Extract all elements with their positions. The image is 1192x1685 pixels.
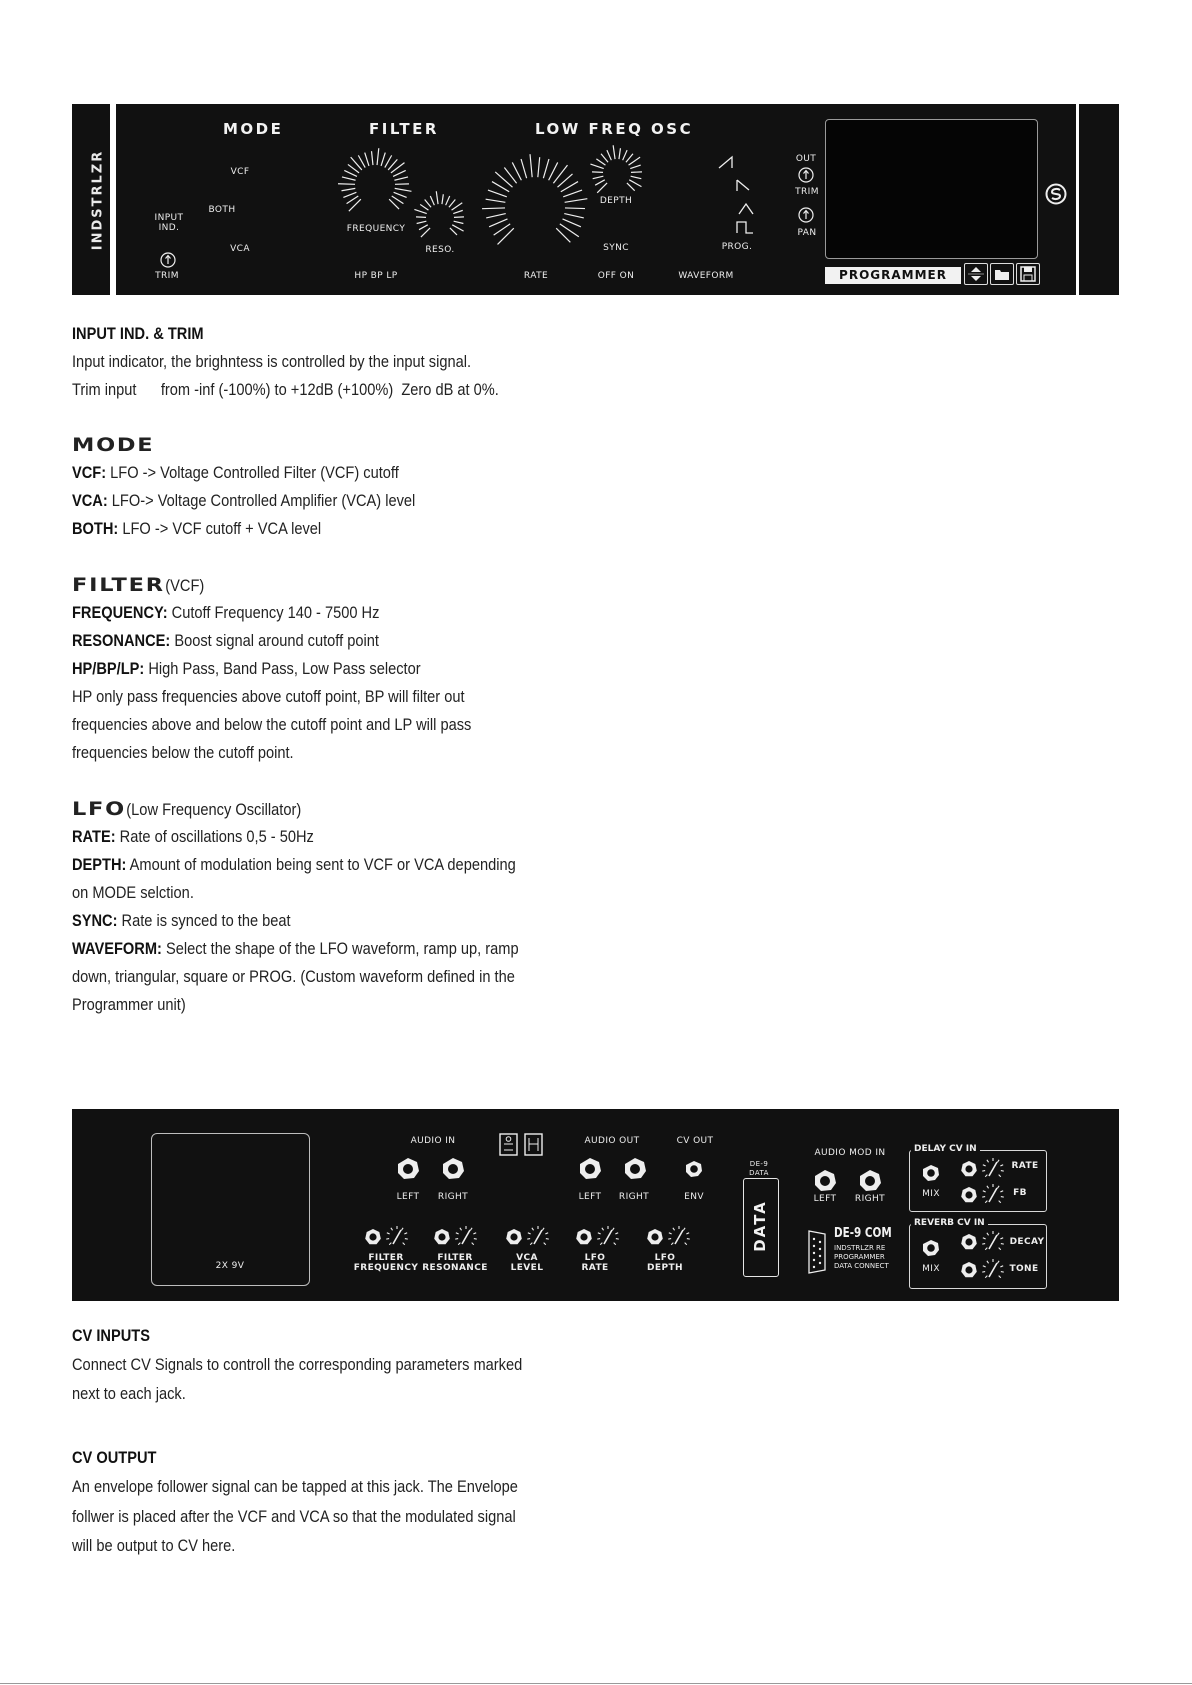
programmer-label: PROGRAMMER	[825, 267, 961, 284]
battery-label: 2X 9V	[215, 1261, 245, 1271]
cv-inputs-section	[72, 1322, 522, 1408]
save-icon[interactable]	[1016, 263, 1040, 285]
mode-vca-text: LFO-> Voltage Controlled Amplifier (VCA) level	[107, 491, 416, 510]
cv-vca-level-jack[interactable]	[502, 1222, 554, 1252]
right-rack-ear	[1079, 104, 1119, 295]
filter-extra-line: HP only pass frequencies above cutoff point, BP will filter out	[72, 687, 465, 706]
audio-out-left-label: LEFT	[578, 1192, 602, 1202]
cv-out-env-label: ENV	[684, 1192, 704, 1202]
input-trim-knob[interactable]	[159, 251, 177, 269]
input-trim-label: TRIM	[155, 271, 179, 281]
de9-data-label: DE-9 DATA	[749, 1160, 769, 1177]
brand-logo-icon	[1045, 183, 1067, 205]
lfo-sync-text: Rate is synced to the beat	[117, 911, 291, 930]
delay-mix-label: MIX	[922, 1189, 940, 1199]
up-down-arrows-icon[interactable]	[964, 263, 988, 285]
cv-output-line1: An envelope follower signal can be tapped at this jack. The Envelope	[72, 1477, 518, 1496]
reverb-mix-label: MIX	[922, 1264, 940, 1274]
mode-section	[72, 459, 415, 543]
mode-both-key: BOTH:	[72, 519, 119, 538]
lfo-depth-text2: on MODE selction.	[72, 883, 194, 902]
waveform-ramp-down-icon[interactable]	[735, 178, 751, 192]
filter-frequency-key: FREQUENCY:	[72, 603, 168, 622]
switch-icon[interactable]	[524, 1133, 544, 1157]
lfo-title: LFO	[72, 798, 126, 820]
lfo-rate-text: Rate of oscillations 0,5 - 50Hz	[115, 827, 314, 846]
mode-both-text: LFO -> VCF cutoff + VCA level	[118, 519, 322, 538]
cv-filter-frequency-label: FILTER FREQUENCY	[353, 1253, 419, 1273]
filter-extra-line: frequencies below the cutoff point.	[72, 743, 294, 762]
reverb-cv-in-label: REVERB CV IN	[911, 1218, 988, 1228]
sync-switch[interactable]: OFF ON	[597, 271, 635, 281]
mode-both[interactable]: BOTH	[208, 205, 236, 215]
cv-output-title: CV OUTPUT	[72, 1448, 157, 1467]
switch-icon[interactable]	[499, 1133, 519, 1157]
reverb-decay-knob[interactable]	[957, 1228, 1007, 1256]
input-title: INPUT IND. & TRIM	[72, 324, 204, 343]
delay-mix-jack[interactable]	[922, 1164, 940, 1182]
input-line2: Trim input from -inf (-100%) to +12dB (+100%) Zero dB at 0%.	[72, 380, 499, 399]
audio-in-left-jack[interactable]	[396, 1157, 420, 1181]
waveform-ramp-up-icon[interactable]	[718, 155, 734, 169]
mode-vcf-key: VCF:	[72, 463, 107, 482]
cv-inputs-line1: Connect CV Signals to controll the corresponding parameters marked	[72, 1355, 523, 1374]
depth-label: DEPTH	[599, 196, 633, 206]
audio-mod-in-right-jack[interactable]	[858, 1169, 882, 1193]
mode-vcf[interactable]: VCF	[230, 167, 250, 177]
audio-in-right-jack[interactable]	[441, 1157, 465, 1181]
cv-out-label: CV OUT	[676, 1136, 714, 1146]
mode-vca-key: VCA:	[72, 491, 108, 510]
delay-fb-label: FB	[1013, 1188, 1027, 1198]
filter-type-selector[interactable]: HP BP LP	[354, 271, 398, 281]
de9-com-label: DE-9 COM	[834, 1226, 892, 1241]
cv-lfo-rate-label: LFO RATE	[581, 1253, 609, 1273]
cv-output-line2: follwer is placed after the VCF and VCA so that the modulated signal	[72, 1507, 516, 1526]
input-line1: Input indicator, the brighntess is controlled by the input signal.	[72, 352, 472, 371]
cv-filter-resonance-jack[interactable]	[430, 1222, 482, 1252]
mode-vca[interactable]: VCA	[230, 244, 250, 254]
audio-out-right-jack[interactable]	[623, 1157, 647, 1181]
cv-inputs-line2: next to each jack.	[72, 1384, 186, 1403]
cv-lfo-depth-label: LFO DEPTH	[647, 1253, 683, 1273]
cv-output-line3: will be output to CV here.	[72, 1536, 236, 1555]
audio-mod-in-left-jack[interactable]	[813, 1169, 837, 1193]
delay-rate-knob[interactable]	[957, 1155, 1007, 1183]
cv-lfo-depth-jack[interactable]	[643, 1222, 695, 1252]
reverb-tone-knob[interactable]	[957, 1256, 1007, 1284]
filter-title-row	[72, 574, 218, 596]
audio-mod-in-label: AUDIO MOD IN	[814, 1148, 886, 1158]
reverb-tone-label: TONE	[1009, 1264, 1039, 1274]
filter-header: FILTER	[369, 120, 439, 138]
data-label: DATA	[751, 1200, 769, 1252]
lfo-waveform-text3: Programmer unit)	[72, 995, 186, 1014]
filter-resonance-text: Boost signal around cutoff point	[170, 631, 379, 650]
lfo-waveform-key: WAVEFORM:	[72, 939, 162, 958]
lfo-depth-key: DEPTH:	[72, 855, 127, 874]
depth-knob[interactable]	[588, 144, 646, 202]
filter-section	[72, 599, 471, 767]
cv-filter-frequency-jack[interactable]	[361, 1222, 413, 1252]
resonance-knob[interactable]	[412, 190, 468, 246]
input-section	[72, 320, 499, 404]
lfo-depth-text: Amount of modulation being sent to VCF or VCA depending	[126, 855, 516, 874]
lfo-subtitle: (Low Frequency Oscillator)	[125, 800, 301, 819]
folder-icon[interactable]	[990, 263, 1014, 285]
out-label: OUT	[795, 154, 817, 164]
filter-type-key: HP/BP/LP:	[72, 659, 145, 678]
programmer-display[interactable]	[825, 119, 1038, 259]
cv-output-section	[72, 1444, 518, 1560]
filter-title: FILTER	[72, 574, 165, 596]
waveform-prog[interactable]: PROG.	[721, 242, 753, 252]
cv-vca-level-label: VCA LEVEL	[510, 1253, 544, 1273]
lfo-rate-key: RATE:	[72, 827, 116, 846]
waveform-label: WAVEFORM	[678, 271, 734, 281]
pan-label: PAN	[797, 228, 817, 238]
mode-vcf-text: LFO -> Voltage Controlled Filter (VCF) cutoff	[106, 463, 399, 482]
lfo-waveform-text2: down, triangular, square or PROG. (Custom waveform defined in the	[72, 967, 515, 986]
delay-fb-knob[interactable]	[957, 1181, 1007, 1209]
filter-extra-line: frequencies above and below the cutoff point and LP will pass	[72, 715, 472, 734]
cv-lfo-rate-jack[interactable]	[572, 1222, 624, 1252]
lfo-header: LOW FREQ OSC	[535, 120, 694, 138]
lfo-title-row	[72, 798, 366, 820]
audio-mod-in-right-label: RIGHT	[854, 1194, 886, 1204]
cv-out-env-jack[interactable]	[685, 1160, 703, 1178]
filter-frequency-text: Cutoff Frequency 140 - 7500 Hz	[167, 603, 380, 622]
rate-knob[interactable]	[480, 152, 590, 262]
mode-header: MODE	[223, 120, 284, 138]
lfo-sync-key: SYNC:	[72, 911, 118, 930]
filter-type-text: High Pass, Band Pass, Low Pass selector	[144, 659, 421, 678]
lfo-section	[72, 823, 519, 1019]
sync-label: SYNC	[603, 243, 629, 253]
delay-rate-label: RATE	[1011, 1161, 1039, 1171]
pan-knob[interactable]	[797, 206, 815, 224]
mode-title: MODE	[72, 434, 155, 456]
out-trim-label: TRIM	[795, 187, 819, 197]
audio-out-left-jack[interactable]	[578, 1157, 602, 1181]
filter-subtitle: (VCF)	[164, 576, 204, 595]
audio-out-label: AUDIO OUT	[584, 1136, 640, 1146]
audio-out-right-label: RIGHT	[618, 1192, 650, 1202]
rate-label: RATE	[523, 271, 549, 281]
filter-resonance-key: RESONANCE:	[72, 631, 171, 650]
waveform-square-icon[interactable]	[736, 220, 754, 234]
frequency-knob[interactable]	[335, 145, 415, 225]
de9-connector-icon[interactable]	[807, 1228, 827, 1276]
frequency-label: FREQUENCY	[346, 224, 406, 234]
de9-com-sub: INDSTRLZR RE PROGRAMMER DATA CONNECT	[834, 1244, 889, 1270]
audio-in-left-label: LEFT	[396, 1192, 420, 1202]
audio-in-label: AUDIO IN	[410, 1136, 456, 1146]
audio-in-right-label: RIGHT	[437, 1192, 469, 1202]
device-name: INDSTRLZR	[90, 149, 106, 251]
reverb-mix-jack[interactable]	[922, 1239, 940, 1257]
reso-label: RESO.	[425, 245, 455, 255]
waveform-triangle-icon[interactable]	[738, 202, 754, 216]
cv-inputs-title: CV INPUTS	[72, 1326, 150, 1345]
reverb-decay-label: DECAY	[1009, 1237, 1045, 1247]
cv-filter-resonance-label: FILTER RESONANCE	[422, 1253, 488, 1273]
audio-mod-in-left-label: LEFT	[813, 1194, 837, 1204]
delay-cv-in-label: DELAY CV IN	[911, 1144, 980, 1154]
out-trim-knob[interactable]	[797, 166, 815, 184]
page-divider	[0, 1683, 1192, 1684]
lfo-waveform-text: Select the shape of the LFO waveform, ramp up, ramp	[161, 939, 519, 958]
input-ind-label: INPUT IND.	[154, 213, 184, 233]
